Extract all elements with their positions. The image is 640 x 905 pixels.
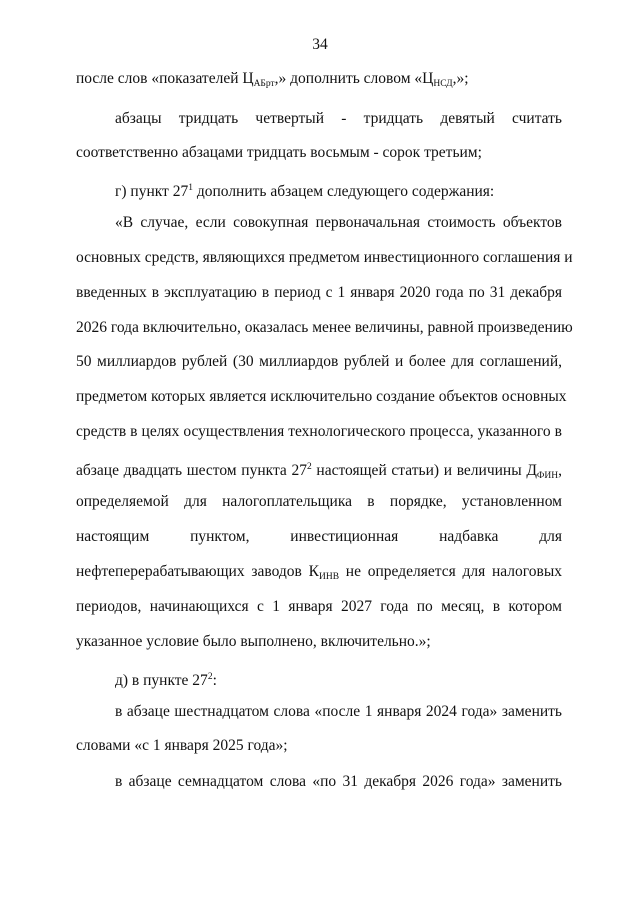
text-line: настоящим пунктом, инвестиционная надбавка для (76, 528, 562, 545)
text-line: указанное условие было выполнено, включительно.»; (76, 633, 431, 650)
text-line: соответственно абзацами тридцать восьмым - сорок третьим; (76, 144, 482, 161)
text-line: введенных в эксплуатацию в период с 1 января 2020 года по 31 декабря (76, 284, 562, 301)
text-line: в абзаце семнадцатом слова «по 31 декабря 2026 года» заменить (115, 773, 562, 790)
text-line: средств в целях осуществления технологического процесса, указанного в (76, 423, 562, 440)
text-line: г) пункт $27^1$ дополнить абзацем следующего содержания: (115, 183, 495, 200)
text-line: в абзаце шестнадцатом слова «после 1 января 2024 года» заменить (115, 703, 562, 720)
text-line: определяемой для налогоплательщика в порядке, установленном (76, 493, 562, 510)
text-line: д) в пункте $27^2$: (115, 672, 217, 689)
text-line: периодов, начинающихся с 1 января 2027 года по месяц, в котором (76, 598, 562, 615)
text-line: словами «с 1 января 2025 года»; (76, 737, 288, 754)
page-number: 34 (312, 36, 328, 53)
text-line: абзаце двадцать шестом пункта $27^2$ настоящей статьи) и величины $Д_{ФИН}$, (76, 462, 562, 481)
text-line: абзацы тридцать четвертый - тридцать девятый считать (115, 110, 562, 127)
text-line: 50 миллиардов рублей (30 миллиардов рублей и более для соглашений, (76, 353, 562, 370)
text-line: 2026 года включительно, оказалась менее величины, равной произведению (76, 319, 573, 336)
text-line: основных средств, являющихся предметом инвестиционного соглашения и (76, 249, 573, 266)
text-line: предметом которых является исключительно создание объектов основных (76, 388, 567, 405)
text-line: после слов «показателей $Ц_{АБрт}$,» дополнить словом «$Ц_{НСД}$,»; (76, 70, 469, 89)
text-line: нефтеперерабатывающих заводов $К_{ИНВ}$ не определяется для налоговых (76, 563, 562, 582)
text-line: «В случае, если совокупная первоначальная стоимость объектов (115, 214, 562, 231)
